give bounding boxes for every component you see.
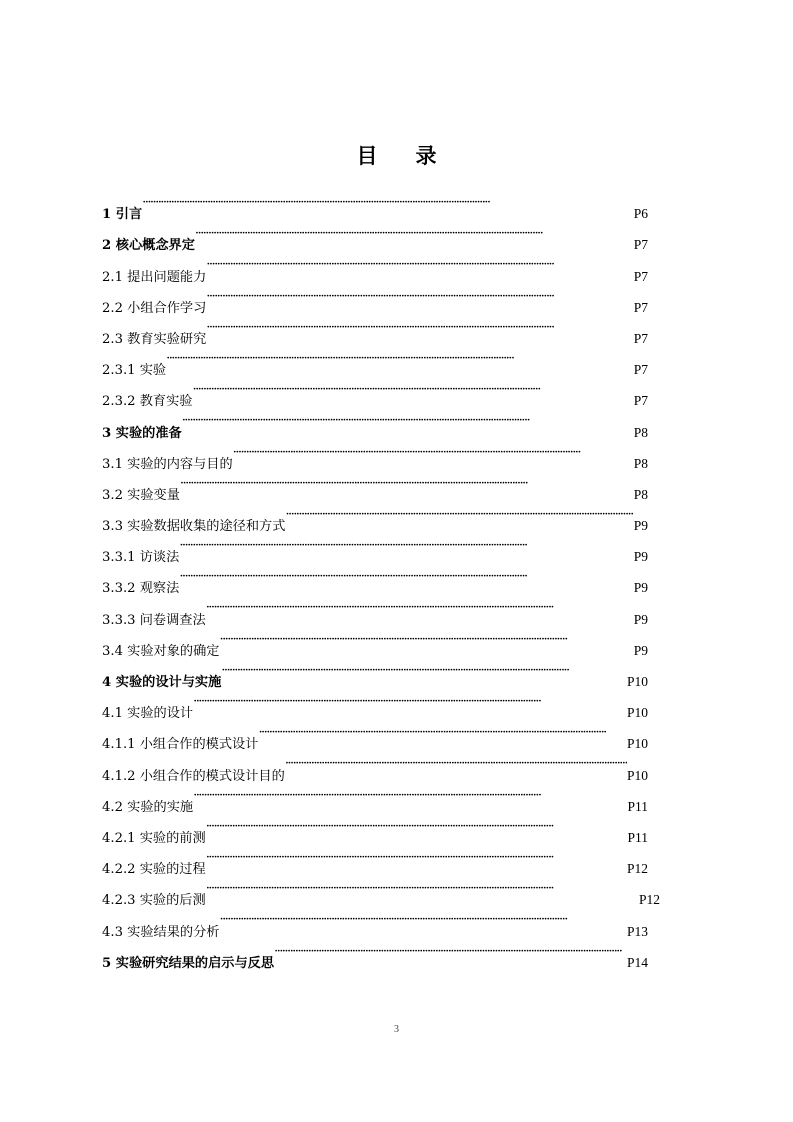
toc-entry-label: 3.4 实验对象的确定 [102, 643, 220, 659]
toc-entry-page: P10 [626, 705, 648, 721]
toc-entry-label: 4.1 实验的设计 [102, 706, 194, 722]
toc-entry-label: 2.1 提出问题能力 [102, 269, 207, 285]
toc-dot-leader [193, 780, 627, 811]
toc-dot-leader [219, 624, 633, 655]
toc-entry-label: 2.3.1 实验 [102, 363, 167, 379]
toc-entry-page: P14 [626, 954, 648, 970]
toc-dot-leader [206, 873, 639, 904]
toc-dot-leader [206, 249, 633, 280]
toc-dot-leader [195, 218, 634, 249]
table-of-contents [102, 187, 660, 971]
toc-dot-leader [206, 312, 633, 343]
toc-dot-leader [258, 717, 627, 748]
toc-entry[interactable] [102, 499, 648, 535]
toc-entry-page: P7 [633, 330, 648, 346]
toc-entry-label: 1 引言 [102, 207, 143, 223]
toc-dot-leader [179, 530, 633, 561]
toc-dot-leader [166, 343, 634, 374]
toc-dot-leader [179, 561, 633, 592]
title-char-2: 录 [415, 143, 437, 168]
toc-entry[interactable] [102, 561, 648, 597]
toc-entry-label: 4.1.2 小组合作的模式设计目的 [102, 768, 285, 784]
toc-entry-page: P6 [633, 206, 648, 222]
toc-dot-leader [221, 655, 627, 686]
toc-entry-label: 4.2.2 实验的过程 [102, 862, 206, 878]
toc-entry-label: 3.3 实验数据收集的途径和方式 [102, 519, 286, 535]
toc-entry-page: P7 [633, 268, 648, 284]
page-number: 3 [394, 1024, 399, 1035]
toc-entry-page: P7 [633, 362, 648, 378]
toc-dot-leader [206, 281, 633, 312]
toc-entry-page: P9 [633, 580, 648, 596]
toc-entry-label: 5 实验研究结果的启示与反思 [102, 955, 275, 971]
toc-entry[interactable] [102, 343, 648, 379]
toc-entry-page: P8 [633, 455, 648, 471]
toc-dot-leader [180, 468, 634, 499]
toc-entry[interactable] [102, 437, 648, 472]
toc-entry[interactable] [102, 530, 648, 566]
toc-entry[interactable] [102, 468, 648, 503]
title-char-1: 目 [356, 143, 378, 168]
toc-entry-label: 3.3.3 问卷调查法 [102, 612, 206, 628]
toc-entry-page: P10 [626, 767, 648, 783]
toc-dot-leader [274, 936, 627, 967]
toc-entry-label: 2.3 教育实验研究 [102, 331, 207, 347]
toc-dot-leader [285, 499, 633, 530]
toc-dot-leader [206, 811, 628, 842]
toc-dot-leader [206, 842, 627, 873]
toc-entry[interactable] [102, 405, 648, 441]
toc-dot-leader [193, 374, 634, 405]
toc-entry[interactable] [102, 218, 648, 254]
toc-entry-label: 4 实验的设计与实施 [102, 675, 222, 690]
toc-entry-page: P8 [633, 486, 648, 502]
toc-dot-leader [219, 904, 627, 935]
toc-entry-label: 4.2 实验的实施 [102, 799, 194, 815]
toc-entry-page: P7 [633, 299, 648, 315]
toc-entry-label: 3.1 实验的内容与目的 [102, 456, 233, 472]
toc-entry[interactable] [102, 374, 648, 410]
toc-entry-label: 4.3 实验结果的分析 [102, 924, 220, 940]
toc-dot-leader [285, 748, 627, 779]
toc-entry-page: P7 [633, 393, 648, 409]
toc-entry-page: P9 [633, 642, 648, 658]
toc-entry-page: P11 [627, 829, 648, 845]
toc-entry-page: P10 [626, 736, 648, 752]
toc-entry-label: 4.1.1 小组合作的模式设计 [102, 737, 259, 753]
toc-entry-label: 4.2.3 实验的后测 [102, 893, 206, 909]
toc-entry-page: P9 [633, 549, 648, 565]
toc-entry-label: 3.3.1 访谈法 [102, 550, 180, 566]
toc-entry-label: 3.2 实验变量 [102, 487, 180, 503]
toc-dot-leader [206, 592, 634, 623]
toc-entry-page: P7 [633, 237, 648, 253]
toc-entry-label: 2.2 小组合作学习 [102, 300, 207, 316]
toc-dot-leader [182, 405, 634, 436]
toc-entry-label: 3 实验的准备 [102, 425, 182, 441]
toc-entry-page: P8 [633, 424, 648, 440]
toc-entry[interactable] [102, 187, 648, 223]
toc-entry-label: 3.3.2 观察法 [102, 581, 180, 597]
page-title [0, 140, 793, 170]
toc-entry-page: P12 [626, 861, 648, 877]
toc-entry-page: P9 [633, 611, 648, 627]
toc-entry-label: 4.2.1 实验的前测 [102, 830, 206, 846]
toc-entry-page: P9 [633, 518, 648, 534]
toc-entry-page: P11 [627, 798, 648, 814]
toc-dot-leader [233, 437, 634, 468]
toc-dot-leader [193, 686, 627, 717]
toc-entry-label: 2.3.2 教育实验 [102, 394, 193, 410]
toc-dot-leader [142, 187, 634, 218]
toc-entry-label: 2 核心概念界定 [102, 238, 195, 254]
toc-entry[interactable] [102, 592, 648, 628]
toc-entry-page: P10 [626, 674, 648, 689]
toc-entry-page: P12 [638, 892, 660, 908]
toc-entry-page: P13 [626, 923, 648, 939]
